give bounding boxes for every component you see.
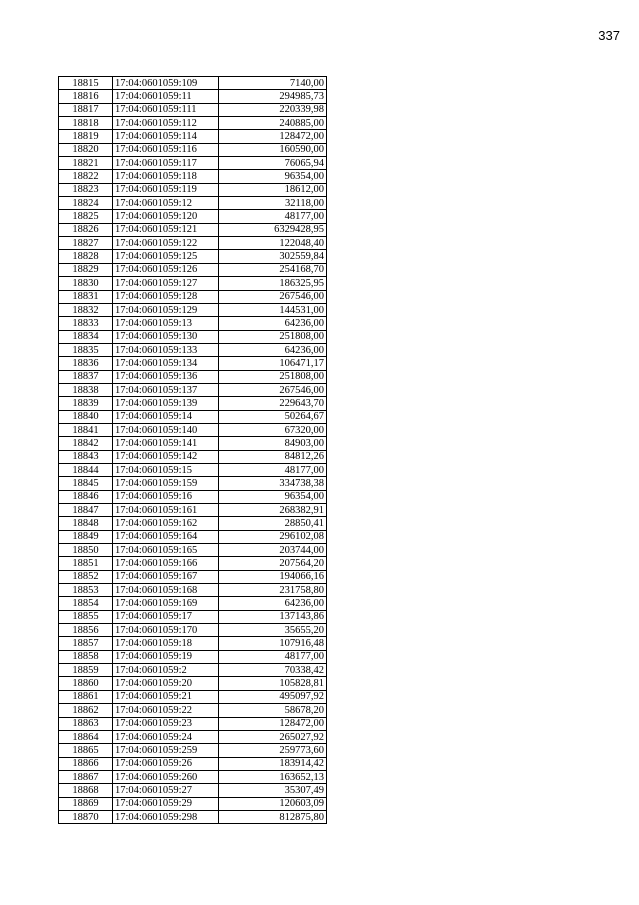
- value-cell: 254168,70: [219, 263, 327, 276]
- row-number-cell: 18826: [59, 223, 113, 236]
- row-number-cell: 18832: [59, 303, 113, 316]
- row-number-cell: 18845: [59, 477, 113, 490]
- value-cell: 240885,00: [219, 117, 327, 130]
- value-cell: 302559,84: [219, 250, 327, 263]
- value-cell: 28850,41: [219, 517, 327, 530]
- table-row: [59, 584, 327, 597]
- value-cell: 64236,00: [219, 317, 327, 330]
- table-row: [59, 784, 327, 797]
- table-row: [59, 450, 327, 463]
- table-row: [59, 744, 327, 757]
- value-cell: 84812,26: [219, 450, 327, 463]
- row-number-cell: 18869: [59, 797, 113, 810]
- row-number-cell: 18847: [59, 504, 113, 517]
- value-cell: 48177,00: [219, 463, 327, 476]
- cadastral-number-cell: 17:04:0601059:165: [113, 544, 219, 557]
- cadastral-number-cell: 17:04:0601059:23: [113, 717, 219, 730]
- cadastral-number-cell: 17:04:0601059:24: [113, 730, 219, 743]
- value-cell: 160590,00: [219, 143, 327, 156]
- row-number-cell: 18861: [59, 690, 113, 703]
- value-cell: 128472,00: [219, 717, 327, 730]
- cadastral-number-cell: 17:04:0601059:128: [113, 290, 219, 303]
- table-row: [59, 330, 327, 343]
- cadastral-number-cell: 17:04:0601059:118: [113, 170, 219, 183]
- row-number-cell: 18844: [59, 463, 113, 476]
- value-cell: 76065,94: [219, 157, 327, 170]
- value-cell: 106471,17: [219, 357, 327, 370]
- cadastral-number-cell: 17:04:0601059:18: [113, 637, 219, 650]
- value-cell: 48177,00: [219, 650, 327, 663]
- value-cell: 251808,00: [219, 370, 327, 383]
- cadastral-number-cell: 17:04:0601059:162: [113, 517, 219, 530]
- value-cell: 267546,00: [219, 290, 327, 303]
- cadastral-number-cell: 17:04:0601059:27: [113, 784, 219, 797]
- row-number-cell: 18843: [59, 450, 113, 463]
- table-row: [59, 130, 327, 143]
- value-cell: 50264,67: [219, 410, 327, 423]
- cadastral-number-cell: 17:04:0601059:166: [113, 557, 219, 570]
- row-number-cell: 18827: [59, 237, 113, 250]
- cadastral-number-cell: 17:04:0601059:26: [113, 757, 219, 770]
- table-row: [59, 410, 327, 423]
- value-cell: 296102,08: [219, 530, 327, 543]
- cadastral-number-cell: 17:04:0601059:133: [113, 343, 219, 356]
- cadastral-number-cell: 17:04:0601059:169: [113, 597, 219, 610]
- value-cell: 6329428,95: [219, 223, 327, 236]
- row-number-cell: 18841: [59, 423, 113, 436]
- row-number-cell: 18850: [59, 544, 113, 557]
- row-number-cell: 18846: [59, 490, 113, 503]
- row-number-cell: 18817: [59, 103, 113, 116]
- value-cell: 35307,49: [219, 784, 327, 797]
- cadastral-number-cell: 17:04:0601059:164: [113, 530, 219, 543]
- cadastral-number-cell: 17:04:0601059:11: [113, 90, 219, 103]
- table-row: [59, 557, 327, 570]
- row-number-cell: 18867: [59, 770, 113, 783]
- table-row: [59, 610, 327, 623]
- value-cell: 58678,20: [219, 704, 327, 717]
- value-cell: 265027,92: [219, 730, 327, 743]
- value-cell: 120603,09: [219, 797, 327, 810]
- row-number-cell: 18836: [59, 357, 113, 370]
- cadastral-number-cell: 17:04:0601059:167: [113, 570, 219, 583]
- table-row: [59, 477, 327, 490]
- cadastral-number-cell: 17:04:0601059:259: [113, 744, 219, 757]
- value-cell: 67320,00: [219, 423, 327, 436]
- row-number-cell: 18835: [59, 343, 113, 356]
- value-cell: 812875,80: [219, 810, 327, 823]
- row-number-cell: 18818: [59, 117, 113, 130]
- cadastral-number-cell: 17:04:0601059:134: [113, 357, 219, 370]
- value-cell: 220339,98: [219, 103, 327, 116]
- table-row: [59, 797, 327, 810]
- table-row: [59, 343, 327, 356]
- row-number-cell: 18831: [59, 290, 113, 303]
- table-row: [59, 210, 327, 223]
- table-row: [59, 504, 327, 517]
- row-number-cell: 18820: [59, 143, 113, 156]
- cadastral-number-cell: 17:04:0601059:22: [113, 704, 219, 717]
- row-number-cell: 18866: [59, 757, 113, 770]
- cadastral-number-cell: 17:04:0601059:19: [113, 650, 219, 663]
- table-row: [59, 437, 327, 450]
- cadastral-number-cell: 17:04:0601059:136: [113, 370, 219, 383]
- table-row: [59, 117, 327, 130]
- cadastral-number-cell: 17:04:0601059:15: [113, 463, 219, 476]
- row-number-cell: 18839: [59, 397, 113, 410]
- row-number-cell: 18828: [59, 250, 113, 263]
- table-row: [59, 237, 327, 250]
- row-number-cell: 18863: [59, 717, 113, 730]
- table-row: [59, 730, 327, 743]
- cadastral-number-cell: 17:04:0601059:298: [113, 810, 219, 823]
- value-cell: 259773,60: [219, 744, 327, 757]
- row-number-cell: 18822: [59, 170, 113, 183]
- value-cell: 96354,00: [219, 170, 327, 183]
- cadastral-number-cell: 17:04:0601059:122: [113, 237, 219, 250]
- cadastral-number-cell: 17:04:0601059:168: [113, 584, 219, 597]
- cadastral-number-cell: 17:04:0601059:17: [113, 610, 219, 623]
- page-number: 337: [598, 28, 620, 43]
- table-row: [59, 303, 327, 316]
- cadastral-number-cell: 17:04:0601059:109: [113, 77, 219, 90]
- cadastral-number-cell: 17:04:0601059:14: [113, 410, 219, 423]
- cadastral-number-cell: 17:04:0601059:159: [113, 477, 219, 490]
- value-cell: 194066,16: [219, 570, 327, 583]
- cadastral-number-cell: 17:04:0601059:130: [113, 330, 219, 343]
- cadastral-number-cell: 17:04:0601059:137: [113, 383, 219, 396]
- cadastral-number-cell: 17:04:0601059:260: [113, 770, 219, 783]
- value-cell: 48177,00: [219, 210, 327, 223]
- row-number-cell: 18830: [59, 277, 113, 290]
- value-cell: 267546,00: [219, 383, 327, 396]
- cadastral-number-cell: 17:04:0601059:12: [113, 197, 219, 210]
- table-row: [59, 757, 327, 770]
- table-row: [59, 690, 327, 703]
- cadastral-number-cell: 17:04:0601059:16: [113, 490, 219, 503]
- table-row: [59, 704, 327, 717]
- cadastral-number-cell: 17:04:0601059:126: [113, 263, 219, 276]
- table-row: [59, 357, 327, 370]
- value-cell: 128472,00: [219, 130, 327, 143]
- row-number-cell: 18842: [59, 437, 113, 450]
- row-number-cell: 18870: [59, 810, 113, 823]
- cadastral-number-cell: 17:04:0601059:111: [113, 103, 219, 116]
- row-number-cell: 18852: [59, 570, 113, 583]
- row-number-cell: 18851: [59, 557, 113, 570]
- cadastral-number-cell: 17:04:0601059:161: [113, 504, 219, 517]
- value-cell: 32118,00: [219, 197, 327, 210]
- row-number-cell: 18834: [59, 330, 113, 343]
- row-number-cell: 18823: [59, 183, 113, 196]
- table-row: [59, 250, 327, 263]
- row-number-cell: 18862: [59, 704, 113, 717]
- row-number-cell: 18829: [59, 263, 113, 276]
- row-number-cell: 18833: [59, 317, 113, 330]
- row-number-cell: 18853: [59, 584, 113, 597]
- table-row: [59, 143, 327, 156]
- table-row: [59, 397, 327, 410]
- cadastral-number-cell: 17:04:0601059:142: [113, 450, 219, 463]
- row-number-cell: 18864: [59, 730, 113, 743]
- table-row: [59, 517, 327, 530]
- row-number-cell: 18855: [59, 610, 113, 623]
- table-row: [59, 637, 327, 650]
- value-cell: 163652,13: [219, 770, 327, 783]
- table-row: [59, 544, 327, 557]
- value-cell: 105828,81: [219, 677, 327, 690]
- value-cell: 7140,00: [219, 77, 327, 90]
- cadastral-number-cell: 17:04:0601059:21: [113, 690, 219, 703]
- row-number-cell: 18849: [59, 530, 113, 543]
- cadastral-number-cell: 17:04:0601059:125: [113, 250, 219, 263]
- cadastral-number-cell: 17:04:0601059:119: [113, 183, 219, 196]
- cadastral-number-cell: 17:04:0601059:2: [113, 664, 219, 677]
- table-row: [59, 677, 327, 690]
- table-row: [59, 223, 327, 236]
- row-number-cell: 18865: [59, 744, 113, 757]
- table-row: [59, 157, 327, 170]
- value-cell: 268382,91: [219, 504, 327, 517]
- row-number-cell: 18858: [59, 650, 113, 663]
- value-cell: 144531,00: [219, 303, 327, 316]
- row-number-cell: 18824: [59, 197, 113, 210]
- row-number-cell: 18860: [59, 677, 113, 690]
- value-cell: 84903,00: [219, 437, 327, 450]
- registry-table-body: [59, 77, 327, 824]
- value-cell: 137143,86: [219, 610, 327, 623]
- table-row: [59, 624, 327, 637]
- cadastral-number-cell: 17:04:0601059:129: [113, 303, 219, 316]
- cadastral-number-cell: 17:04:0601059:140: [113, 423, 219, 436]
- row-number-cell: 18854: [59, 597, 113, 610]
- table-row: [59, 530, 327, 543]
- table-row: [59, 317, 327, 330]
- row-number-cell: 18859: [59, 664, 113, 677]
- table-row: [59, 77, 327, 90]
- value-cell: 186325,95: [219, 277, 327, 290]
- table-row: [59, 650, 327, 663]
- value-cell: 122048,40: [219, 237, 327, 250]
- row-number-cell: 18821: [59, 157, 113, 170]
- value-cell: 207564,20: [219, 557, 327, 570]
- value-cell: 294985,73: [219, 90, 327, 103]
- table-row: [59, 770, 327, 783]
- table-row: [59, 664, 327, 677]
- row-number-cell: 18837: [59, 370, 113, 383]
- cadastral-number-cell: 17:04:0601059:112: [113, 117, 219, 130]
- table-row: [59, 197, 327, 210]
- cadastral-number-cell: 17:04:0601059:20: [113, 677, 219, 690]
- row-number-cell: 18857: [59, 637, 113, 650]
- cadastral-number-cell: 17:04:0601059:29: [113, 797, 219, 810]
- value-cell: 334738,38: [219, 477, 327, 490]
- cadastral-number-cell: 17:04:0601059:116: [113, 143, 219, 156]
- value-cell: 64236,00: [219, 343, 327, 356]
- table-row: [59, 263, 327, 276]
- table-row: [59, 810, 327, 823]
- cadastral-number-cell: 17:04:0601059:127: [113, 277, 219, 290]
- table-row: [59, 463, 327, 476]
- row-number-cell: 18868: [59, 784, 113, 797]
- value-cell: 183914,42: [219, 757, 327, 770]
- row-number-cell: 18825: [59, 210, 113, 223]
- row-number-cell: 18840: [59, 410, 113, 423]
- value-cell: 229643,70: [219, 397, 327, 410]
- registry-table: [58, 76, 327, 824]
- cadastral-number-cell: 17:04:0601059:121: [113, 223, 219, 236]
- table-row: [59, 170, 327, 183]
- table-row: [59, 277, 327, 290]
- table-row: [59, 370, 327, 383]
- value-cell: 35655,20: [219, 624, 327, 637]
- value-cell: 251808,00: [219, 330, 327, 343]
- table-row: [59, 597, 327, 610]
- table-row: [59, 570, 327, 583]
- cadastral-number-cell: 17:04:0601059:141: [113, 437, 219, 450]
- table-row: [59, 290, 327, 303]
- row-number-cell: 18819: [59, 130, 113, 143]
- cadastral-number-cell: 17:04:0601059:117: [113, 157, 219, 170]
- table-row: [59, 90, 327, 103]
- cadastral-number-cell: 17:04:0601059:139: [113, 397, 219, 410]
- row-number-cell: 18816: [59, 90, 113, 103]
- value-cell: 203744,00: [219, 544, 327, 557]
- table-row: [59, 383, 327, 396]
- row-number-cell: 18848: [59, 517, 113, 530]
- table-row: [59, 183, 327, 196]
- table-row: [59, 717, 327, 730]
- row-number-cell: 18856: [59, 624, 113, 637]
- cadastral-number-cell: 17:04:0601059:13: [113, 317, 219, 330]
- cadastral-number-cell: 17:04:0601059:120: [113, 210, 219, 223]
- value-cell: 70338,42: [219, 664, 327, 677]
- row-number-cell: 18838: [59, 383, 113, 396]
- cadastral-number-cell: 17:04:0601059:170: [113, 624, 219, 637]
- value-cell: 495097,92: [219, 690, 327, 703]
- value-cell: 107916,48: [219, 637, 327, 650]
- cadastral-number-cell: 17:04:0601059:114: [113, 130, 219, 143]
- value-cell: 64236,00: [219, 597, 327, 610]
- value-cell: 231758,80: [219, 584, 327, 597]
- table-row: [59, 490, 327, 503]
- table-row: [59, 423, 327, 436]
- table-row: [59, 103, 327, 116]
- row-number-cell: 18815: [59, 77, 113, 90]
- value-cell: 96354,00: [219, 490, 327, 503]
- value-cell: 18612,00: [219, 183, 327, 196]
